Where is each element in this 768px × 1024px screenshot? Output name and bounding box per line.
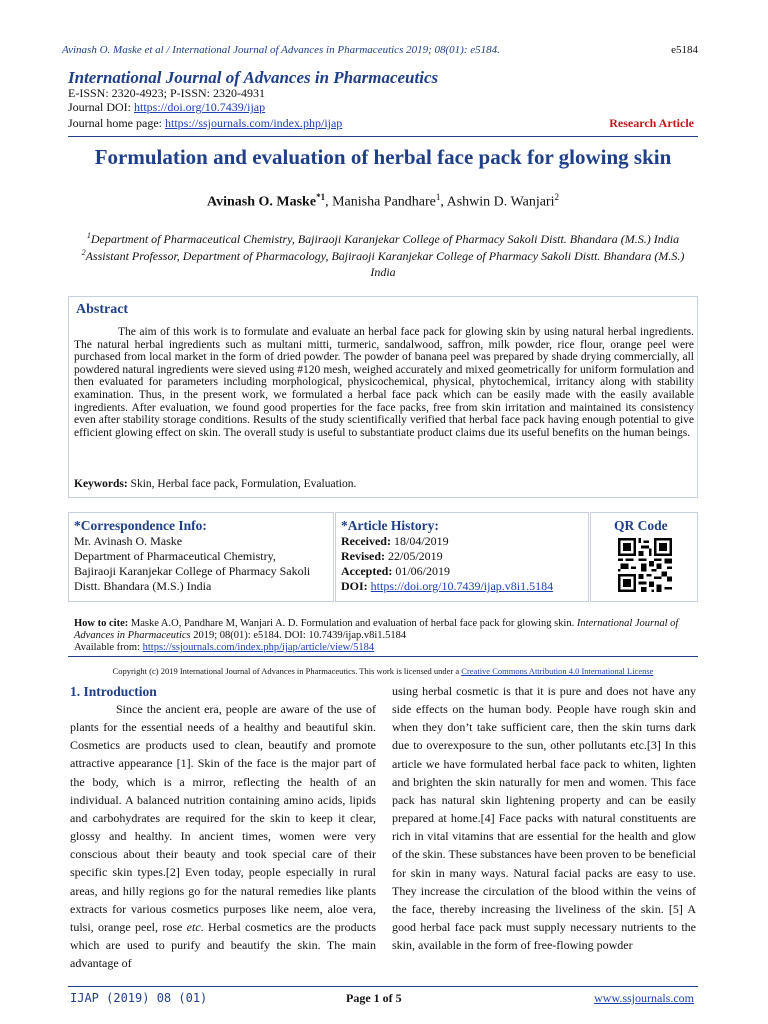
abstract-text: The aim of this work is to formulate and evaluate an herbal face pack for glowing skin by using natural herbal ingredients. The natural herbal ingredients such as multani mitti, turmeric, sandalwood, saffron, milk powder, rice flour, orange peel were purchased from local market in the form of dried powder. The powder of banana peel was prepared by shade drying commercially, all powdered natural ingredients were sieved using #120 mesh, weighed accurately and mixed geometrically for uniform formulation and then evaluated for parameters including morphological, physicochemical, physical, phytochemical, irritancy along with stability examination. Thus, in the present work, we formulated a herbal face pack which can be easily made with the easily available ingredients. After evaluation, we found good properties for the face packs, free from skin irritation and maintained its consistency even after stability storage conditions. Results of the study scientifically verified that herbal face pack having enough potential to give efficient glowing effect on skin. The overall study is useful to substantiate product claims due its useful benefits on the human beings.: [74, 326, 694, 439]
available-from-label: Available from:: [74, 642, 143, 653]
introduction-right-column: using herbal cosmetic is that it is pure and does not have any side effects on the human body. People have rough skin and when they don’t take sufficient care, then the skin turns dark due to overexposure to the sun, other pollutants etc.[3] In this article we have formulated herbal face pack to whiten, lighten and brighten the skin naturally for men and women. This face pack has natural skin lightening property and can be easily prepared at home.[4] Face packs with natural constituents are rich in vital vitamins that are essential for the health and glow of the skin. These substances have been proven to be beneficial for skin in many ways. Natural facial packs are easy to use. They increase the circulation of the blood within the veins of the face, thereby increasing the liveliness of the skin. [5] A good herbal face pack must supply necessary nutrients to the skin, available in the form of free-flowing powder: [392, 684, 697, 953]
how-to-cite: [74, 618, 694, 654]
correspondence-line: Distt. Bhandara (M.S.) India: [74, 579, 212, 593]
qr-heading: QR Code: [614, 518, 668, 533]
citation-divider: [68, 656, 698, 657]
how-to-cite-details: 2019; 08(01): e5184. DOI: 10.7439/ijap.v8i1.5184: [190, 630, 407, 641]
journal-name: International Journal of Advances in Pharmaceutics: [68, 68, 439, 87]
author-3-affil: 2: [554, 192, 559, 202]
running-header-citation: Avinash O. Maske et al / International Journal of Advances in Pharmaceutics 2019; 08(01): e5184.: [62, 44, 500, 56]
footer-page-number: Page 1 of 5: [346, 991, 402, 1005]
affiliation-2: [68, 245, 698, 280]
author-2: , Manisha Pandhare: [325, 194, 436, 210]
correspondence-line: Bajiraoji Karanjekar College of Pharmacy Sakoli: [74, 564, 311, 578]
author-list: [68, 192, 698, 211]
introduction-left-text: Since the ancient era, people are aware of the use of plants for the essential needs of a healthy and beautiful skin. Cosmetics are products used to clean, beautify and promote attractive appearance [1]. Skin of the face is the major part of the body, which is a mirror, reflecting the health of an individual. A balanced nutrition containing amino acids, lipids and carbohydrates are required for the skin to keep it clear, glossy and healthy. In ancient times, women were very conscious about their beauty and took special care of their specific skin types.[2] Even today, people especially in rural areas, and hilly regions go for the natural remedies like plants extracts for various cosmetics purposes like neem, aloe vera, tulsi, orange peel, rose: [70, 702, 376, 934]
header-divider: [68, 136, 698, 137]
received-date: 18/04/2019: [390, 534, 449, 548]
revised-date: 22/05/2019: [385, 549, 443, 563]
qr-code-image[interactable]: [618, 538, 672, 592]
how-to-cite-journal: International Journal of Advances in Pharmaceutics: [74, 618, 679, 641]
affiliation-1-text: Department of Pharmaceutical Chemistry, Bajiraoji Karanjekar College of Pharmacy Sakoli Distt. Bhandara (M.S.) India: [90, 232, 680, 246]
introduction-etc: etc: [182, 919, 201, 934]
article-doi-link[interactable]: https://doi.org/10.7439/ijap.v8i1.5184: [370, 579, 554, 593]
accepted-label: Accepted:: [341, 564, 393, 578]
received-line: [341, 534, 449, 548]
author-1-affil: *1: [316, 192, 326, 202]
keywords-label: Keywords:: [74, 478, 128, 490]
journal-doi-line: [68, 100, 265, 114]
affiliation-2-text: Assistant Professor, Department of Pharmacology, Bajiraoji Karanjekar College of Pharmacy Sakoli Distt. Bhandara (M.S.) India: [85, 249, 685, 279]
revised-label: Revised:: [341, 549, 385, 563]
journal-doi-link[interactable]: https://doi.org/10.7439/ijap: [134, 100, 266, 114]
correspondence-line: Mr. Avinash O. Maske: [74, 534, 183, 548]
article-history-heading: *Article History:: [341, 518, 439, 533]
introduction-heading: 1. Introduction: [70, 684, 157, 699]
how-to-cite-label: How to cite:: [74, 618, 129, 629]
author-1: Avinash O. Maske: [207, 194, 317, 210]
footer-journal-issue: IJAP (2019) 08 (01): [70, 991, 208, 1005]
keywords-line: [74, 478, 694, 490]
license-link[interactable]: Creative Commons Attribution 4.0 International License: [461, 666, 654, 676]
abstract-heading: Abstract: [76, 302, 129, 317]
how-to-cite-text: Maske A.O, Pandhare M, Wanjari A. D. Formulation and evaluation of herbal face pack for glowing skin.: [128, 618, 577, 629]
author-2-affil: 1: [435, 192, 441, 202]
correspondence-heading: *Correspondence Info:: [74, 518, 207, 533]
revised-line: [341, 549, 443, 563]
author-3: , Ashwin D. Wanjari: [440, 194, 555, 210]
introduction-left-column: [70, 700, 376, 972]
running-header-page-id: e5184: [671, 44, 698, 56]
article-type-label: Research Article: [609, 116, 694, 130]
affiliation-1-marker: 1: [86, 231, 91, 240]
footer-divider: [68, 986, 698, 987]
available-from-link[interactable]: https://ssjournals.com/index.php/ijap/article/view/5184: [142, 642, 375, 653]
journal-home-line: [68, 116, 342, 130]
footer-website-link[interactable]: www.ssjournals.com: [594, 991, 694, 1005]
correspondence-line: Department of Pharmaceutical Chemistry,: [74, 549, 276, 563]
accepted-line: [341, 564, 450, 578]
article-doi-label: DOI:: [341, 579, 371, 593]
keywords-text: Skin, Herbal face pack, Formulation, Evaluation.: [127, 478, 357, 490]
affiliation-2-marker: 2: [81, 248, 86, 257]
journal-home-link[interactable]: https://ssjournals.com/index.php/ijap: [164, 116, 343, 130]
received-label: Received:: [341, 534, 391, 548]
copyright-line: [68, 666, 698, 676]
journal-home-label: Journal home page:: [68, 116, 165, 130]
issn-line: E-ISSN: 2320-4923; P-ISSN: 2320-4931: [68, 86, 266, 100]
article-doi-line: [341, 579, 553, 593]
introduction-left-tail: . Herbal cosmetics are the products which are used to purify and beautify the skin. The main advantage of: [70, 919, 376, 971]
accepted-date: 01/06/2019: [392, 564, 450, 578]
copyright-text: Copyright (c) 2019 International Journal of Advances in Pharmaceutics. This work is licensed under a: [112, 666, 462, 676]
journal-doi-label: Journal DOI:: [68, 100, 134, 114]
article-title: Formulation and evaluation of herbal face pack for glowing skin: [94, 145, 672, 169]
